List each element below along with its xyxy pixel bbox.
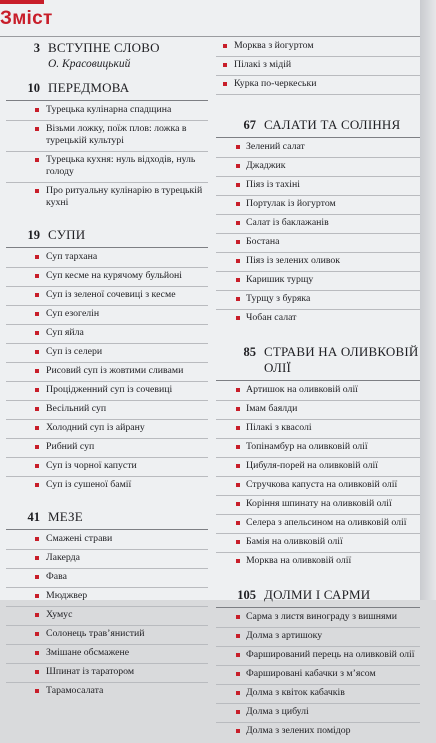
toc-entry[interactable]: Суп із чорної капусти [6,460,208,477]
toc-entry[interactable]: Суп із сушеної бамії [6,479,208,495]
toc-entry[interactable]: Фаршировані кабачки з м’ясом [216,668,420,685]
toc-entry[interactable]: Фарширований перець на оливковій олії [216,649,420,666]
section-title: МЕЗЕ [48,509,83,524]
entry-list [6,533,208,701]
toc-section [6,227,208,495]
section-heading[interactable] [216,344,420,376]
section-title: СТРАВИ НА ОЛИВКОВІЙ ОЛІЇ [264,344,419,375]
section-rule [216,137,420,138]
toc-entry[interactable]: Пілакі з мідій [216,59,420,76]
toc-entry[interactable]: Топінамбур на оливковій олії [216,441,420,458]
section-heading[interactable] [6,227,208,243]
toc-entry[interactable]: Процідженний суп із сочевиці [6,384,208,401]
toc-entry[interactable]: Бостана [216,236,420,253]
page-title: Зміст [0,8,53,29]
toc-section [216,117,420,328]
toc-entry[interactable]: Коріння шпинату на оливковій олії [216,498,420,515]
toc-entry[interactable]: Турщу з буряка [216,293,420,310]
toc-entry[interactable]: Курка по-черкеськи [216,78,420,95]
section-heading[interactable] [6,509,208,525]
toc-entry[interactable]: Селера з апельсином на оливковій олії [216,517,420,534]
toc-entry[interactable]: Зелений салат [216,141,420,158]
toc-entry[interactable]: Артишок на оливковій олії [216,384,420,401]
toc-entry[interactable]: Піяз із тахіні [216,179,420,196]
toc-entry[interactable]: Стручкова капуста на оливковій олії [216,479,420,496]
toc-entry[interactable]: Суп кесме на курячому бульйоні [6,270,208,287]
entry-list [216,611,420,741]
toc-entry[interactable]: Суп із селери [6,346,208,363]
toc-entry[interactable]: Турецька кулінарна спадщина [6,104,208,121]
right-column [216,40,420,743]
section-page-number: 41 [27,510,40,524]
toc-entry[interactable]: Долма з зелених помідор [216,725,420,741]
toc-entry[interactable]: Морква на оливковій олії [216,555,420,571]
toc-entry[interactable]: Шпинат із таратором [6,666,208,683]
section-rule [6,529,208,530]
toc-entry[interactable]: Цибуля-порей на оливковій олії [216,460,420,477]
toc-entry[interactable]: Долма з артишоку [216,630,420,647]
title-rule [0,36,420,37]
toc-entry[interactable]: Джаджик [216,160,420,177]
section-page-number: 67 [243,118,256,132]
toc-entry[interactable]: Бамія на оливковій олії [216,536,420,553]
toc-entry[interactable]: Візьми ложку, поїж плов: ложка в турецькій культурі [6,123,208,152]
section-rule [216,380,420,381]
section-heading[interactable] [6,80,208,96]
toc-entry[interactable]: Долма з квіток кабачків [216,687,420,704]
section-page-number: 10 [27,81,40,95]
section-title: СУПИ [48,227,86,242]
left-column [6,40,208,703]
toc-entry[interactable]: Рибний суп [6,441,208,458]
toc-entry[interactable]: Суп яйла [6,327,208,344]
section-heading[interactable] [216,587,420,603]
entry-list [6,104,208,213]
section-page-number: 85 [243,345,256,359]
toc-entry[interactable]: Долма з цибулі [216,706,420,723]
toc-entry[interactable]: Солонець трав’янистий [6,628,208,645]
section-author: О. Красовицький [48,58,131,70]
section-heading[interactable] [6,40,208,56]
toc-entry[interactable]: Лакерда [6,552,208,569]
section-rule [6,100,208,101]
toc-section [216,344,420,571]
toc-entry[interactable]: Рисовий суп із жовтими сливами [6,365,208,382]
toc-entry[interactable]: Весільний суп [6,403,208,420]
toc-entry[interactable]: Холодний суп із айрану [6,422,208,439]
section-title: ДОЛМИ І САРМИ [264,587,371,602]
entry-list [216,384,420,571]
toc-entry[interactable]: Суп із зеленої сочевиці з кесме [6,289,208,306]
toc-entry[interactable]: Хумус [6,609,208,626]
red-tab-marker [0,0,44,4]
entry-list [216,141,420,328]
toc-entry[interactable]: Змішане обсмажене [6,647,208,664]
toc-section [6,40,208,70]
toc-entry[interactable]: Суп тархана [6,251,208,268]
section-page-number: 105 [237,588,256,602]
section-heading[interactable] [216,117,420,133]
toc-entry[interactable]: Фава [6,571,208,588]
toc-entry[interactable]: Суп езогелін [6,308,208,325]
section-page-number: 19 [27,228,40,242]
toc-entry[interactable]: Про ритуальну кулінарію в турецькій кухні [6,185,208,213]
section-title: ПЕРЕДМОВА [48,80,130,95]
section-rule [216,607,420,608]
toc-entry[interactable]: Піяз із зелених оливок [216,255,420,272]
toc-section [6,80,208,213]
toc-entry[interactable]: Турецька кухня: нуль відходів, нуль голоду [6,154,208,183]
section-title: САЛАТИ ТА СОЛІННЯ [264,117,401,132]
toc-entry[interactable]: Пілакі з квасолі [216,422,420,439]
section-title: ВСТУПНЕ СЛОВО [48,40,160,55]
toc-entry[interactable]: Тарамосалата [6,685,208,701]
toc-entry[interactable]: Сарма з листя винограду з вишнями [216,611,420,628]
toc-entry[interactable]: Каришик турщу [216,274,420,291]
section-rule [6,247,208,248]
toc-entry[interactable]: Салат із баклажанів [216,217,420,234]
toc-entry[interactable]: Чобан салат [216,312,420,328]
toc-entry[interactable]: Морква з йогуртом [216,40,420,57]
toc-section [216,587,420,741]
toc-section [6,509,208,701]
entry-list [6,251,208,495]
page-edge [420,0,436,600]
toc-entry[interactable]: Портулак із йогуртом [216,198,420,215]
section-page-number: 3 [33,41,40,55]
toc-entry[interactable]: Імам баялди [216,403,420,420]
toc-entry[interactable]: Смажені страви [6,533,208,550]
continued-list [216,40,420,95]
toc-entry[interactable]: Мюджвер [6,590,208,607]
